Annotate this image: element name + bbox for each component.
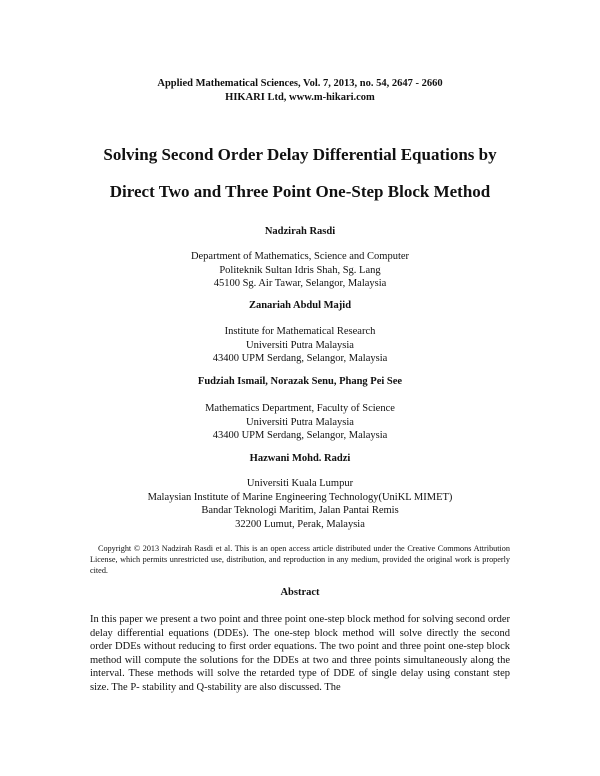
affiliation-line: Universiti Kuala Lumpur [246, 478, 354, 489]
affiliation-line: Institute for Mathematical Research [224, 326, 376, 337]
abstract-text: In this paper we present a two point and three point one-step block method for solving second order delay differential equations (DDEs). The one-step block method will solve directly the second order DDEs without reducing to first order equations. The two point and three point one-step block method will compute the solutions for the DDEs at two and three points simultaneously along the interval. These methods will solve the retarded type of DDE of single delay using constant step size. The P- stability and Q-stability are also discussed. The [90, 614, 510, 693]
affiliation-line: 43400 UPM Serdang, Selangor, Malaysia [212, 353, 388, 364]
affiliation-line: Department of Mathematics, Science and Computer [190, 251, 410, 262]
affiliation-line: 45100 Sg. Air Tawar, Selangor, Malaysia [213, 278, 387, 289]
affiliation-line: Malaysian Institute of Marine Engineering Technology(UniKL MIMET) [147, 491, 453, 503]
affiliation-line: Universiti Putra Malaysia [246, 339, 354, 351]
paper-title-line-2: Direct Two and Three Point One-Step Block Method [109, 182, 491, 201]
affiliation-line: 43400 UPM Serdang, Selangor, Malaysia [212, 430, 388, 441]
copyright-notice: Copyright © 2013 Nadzirah Rasdi et al. This is an open access article distributed under the Creative Commons Attribution License, which permits unrestricted use, distribution, and reproduction in any medium, provided the original work is properly cited. [90, 544, 510, 575]
paper-title-line-1: Solving Second Order Delay Differential Equations by [103, 145, 497, 164]
author-name-4: Hazwani Mohd. Radzi [249, 453, 351, 464]
abstract-heading: Abstract [280, 587, 320, 598]
affiliation-2 [0, 325, 600, 366]
author-name-2: Zanariah Abdul Majid [248, 300, 352, 311]
author-name-3: Fudziah Ismail, Norazak Senu, Phang Pei See [197, 376, 403, 387]
publisher-line: HIKARI Ltd, www.m-hikari.com [225, 91, 375, 103]
affiliation-line: Politeknik Sultan Idris Shah, Sg. Lang [219, 264, 381, 276]
affiliation-4 [0, 477, 600, 531]
author-name-1: Nadzirah Rasdi [264, 226, 336, 237]
affiliation-line: Mathematics Department, Faculty of Science [205, 403, 395, 414]
journal-header [0, 77, 600, 104]
affiliation-line: Universiti Putra Malaysia [246, 416, 354, 428]
affiliation-line: 32200 Lumut, Perak, Malaysia [235, 518, 365, 530]
affiliation-1 [0, 250, 600, 291]
affiliation-3 [0, 402, 600, 443]
journal-citation: Applied Mathematical Sciences, Vol. 7, 2013, no. 54, 2647 - 2660 [157, 78, 443, 89]
affiliation-line: Bandar Teknologi Maritim, Jalan Pantai Remis [201, 505, 399, 516]
